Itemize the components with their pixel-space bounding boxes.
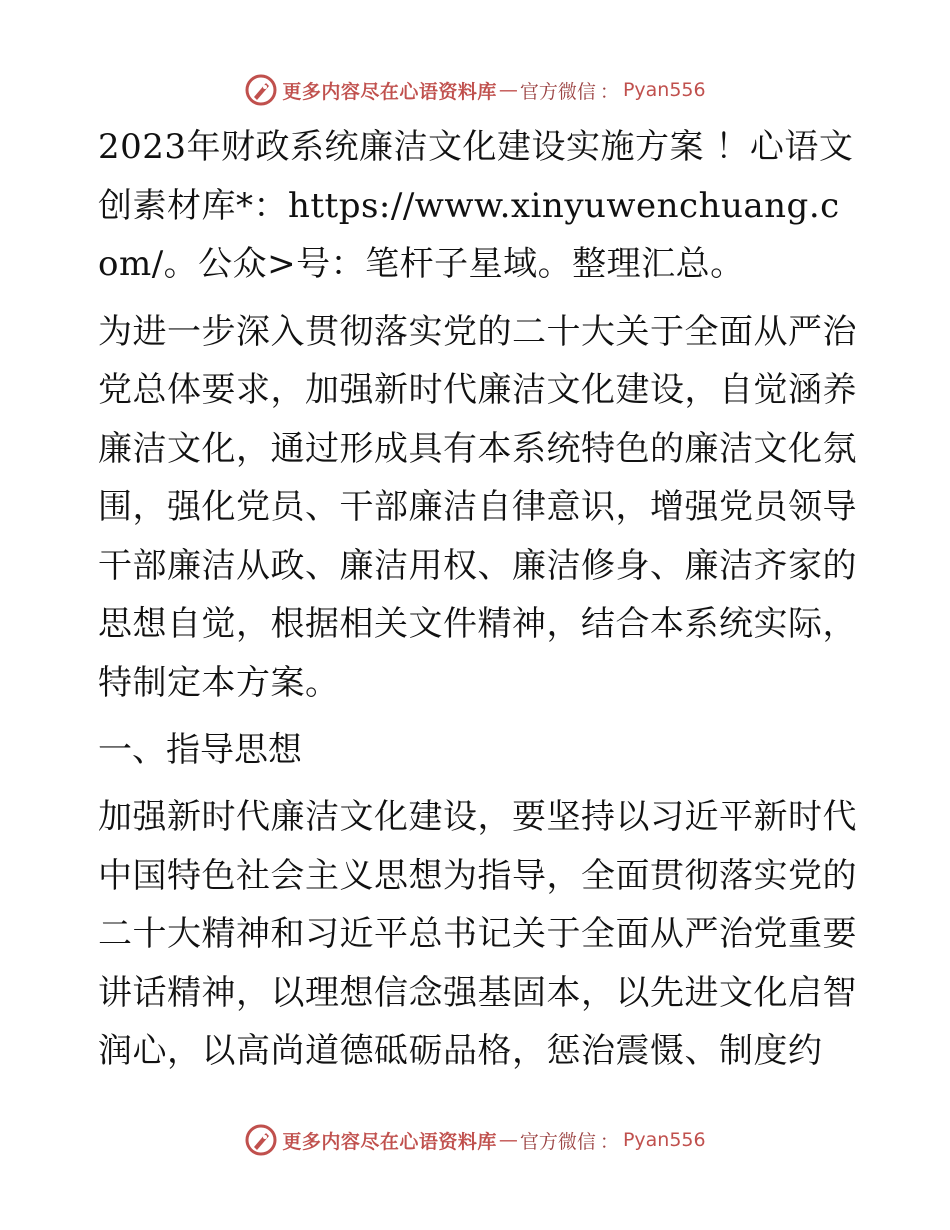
paragraph-spacer <box>98 779 858 788</box>
watermark-sub-text: 官方微信 <box>519 1130 596 1153</box>
paragraph-spacer <box>98 712 858 721</box>
pen-nib-icon <box>244 73 278 107</box>
document-paragraph-2: 加强新时代廉洁文化建设，要坚持以习近平新时代中国特色社会主义思想为指导，全面贯彻落实党的二十大精神和习近平总书记关于全面从严治党重要讲话精神，以理想信念强基固本，以先进文化启智润心，以高尚道德砥砺品格，惩治震慑、制度约 <box>98 797 857 1071</box>
watermark-wechat-id: Pyan556 <box>622 79 706 101</box>
watermark-separator: ： <box>599 1130 619 1153</box>
watermark-footer <box>0 1120 950 1160</box>
document-intro: 2023年财政系统廉洁文化建设实施方案 ！心语文创素材库*：https://www.xinyuwenchuang.com/。公众>号：笔杆子星域。整理汇总。 <box>98 127 854 284</box>
watermark-wechat-id: Pyan556 <box>622 1129 706 1151</box>
document-body <box>98 118 858 1081</box>
watermark-separator: ： <box>599 80 619 103</box>
pen-nib-icon <box>244 1123 278 1157</box>
watermark-main-text: 更多内容尽在心语资料库 <box>282 80 497 103</box>
watermark-header <box>0 70 950 110</box>
watermark-sub-text: 官方微信 <box>519 80 596 103</box>
watermark-dash: — <box>498 1129 518 1151</box>
section-heading-1: 一、指导思想 <box>98 730 302 770</box>
paragraph-spacer <box>98 294 858 303</box>
watermark-dash: — <box>498 79 518 101</box>
watermark-main-text: 更多内容尽在心语资料库 <box>282 1130 497 1153</box>
document-paragraph-1: 为进一步深入贯彻落实党的二十大关于全面从严治党总体要求，加强新时代廉洁文化建设，自觉涵养廉洁文化，通过形成具有本系统特色的廉洁文化氛围，强化党员、干部廉洁自律意识，增强党员领导干部廉洁从政、廉洁用权、廉洁修身、廉洁齐家的思想自觉，根据相关文件精神，结合本系统实际，特制定本方案。 <box>98 311 857 703</box>
